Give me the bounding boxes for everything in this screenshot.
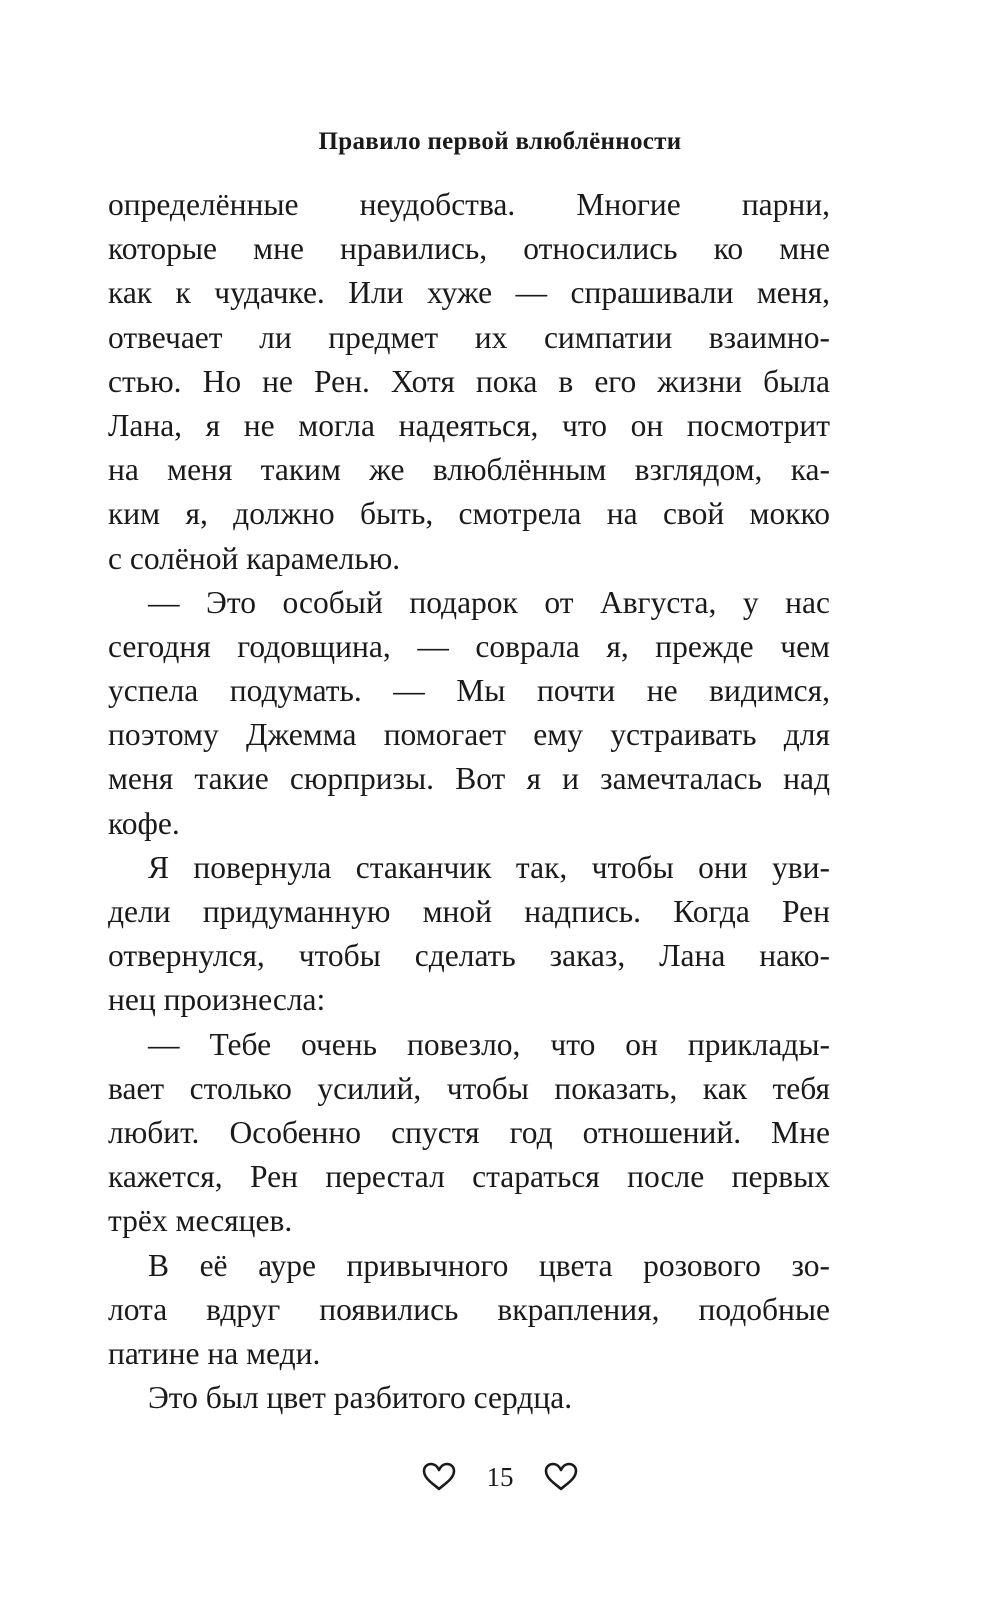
text-line: отвернулся, чтобы сделать заказ, Лана нако- [108, 938, 830, 974]
text-line: успела подумать. — Мы почти не видимся, [108, 673, 830, 709]
text-line: определённые неудобства. Многие парни, [108, 187, 830, 222]
text-line: лота вдруг появились вкрапления, подобные [108, 1291, 830, 1327]
text-line: сегодня годовщина, — соврала я, прежде чем [108, 628, 830, 664]
text-line: Это был цвет разбитого сердца. [148, 1380, 573, 1416]
text-line: с солёной карамелью. [108, 540, 401, 576]
text-line: патине на меди. [108, 1335, 321, 1371]
text-line: как к чудачке. Или хуже — спрашивали меня, [108, 275, 830, 311]
text-line: трёх месяцев. [108, 1203, 293, 1239]
text-line: Я повернула стаканчик так, чтобы они уви- [148, 849, 830, 885]
text-line: меня такие сюрпризы. Вот я и замечталась над [108, 761, 830, 797]
text-line: ким я, должно быть, смотрела на свой мокко [108, 496, 830, 532]
text-line: вает столько усилий, чтобы показать, как тебя [108, 1070, 830, 1106]
text-line: поэтому Джемма помогает ему устраивать для [108, 717, 830, 753]
text-line: нец произнесла: [108, 982, 326, 1018]
body-text [108, 183, 830, 1420]
text-line: — Это особый подарок от Августа, у нас [148, 584, 830, 620]
text-line: дели придуманную мной надпись. Когда Рен [108, 894, 830, 929]
text-line: на меня таким же влюблённым взглядом, ка- [108, 452, 830, 488]
text-line: любит. Особенно спустя год отношений. Мне [108, 1114, 830, 1150]
heart-icon-right [544, 1462, 578, 1492]
text-line: В её ауре привычного цвета розового зо- [148, 1247, 830, 1283]
running-head: Правило первой влюблённости [318, 128, 682, 155]
text-line: которые мне нравились, относились ко мне [108, 231, 830, 267]
text-line: Лана, я не могла надеяться, что он посмотрит [108, 407, 830, 443]
text-line: кофе. [108, 805, 180, 841]
text-line: кажется, Рен перестал стараться после первых [108, 1159, 830, 1195]
text-line: — Тебе очень повезло, что он приклады- [148, 1026, 830, 1062]
text-line: отвечает ли предмет их симпатии взаимно- [108, 319, 830, 355]
page-number: 15 [486, 1462, 514, 1492]
heart-icon-left [422, 1462, 456, 1492]
text-line: стью. Но не Рен. Хотя пока в его жизни была [108, 363, 830, 399]
page-footer [0, 1462, 1000, 1492]
